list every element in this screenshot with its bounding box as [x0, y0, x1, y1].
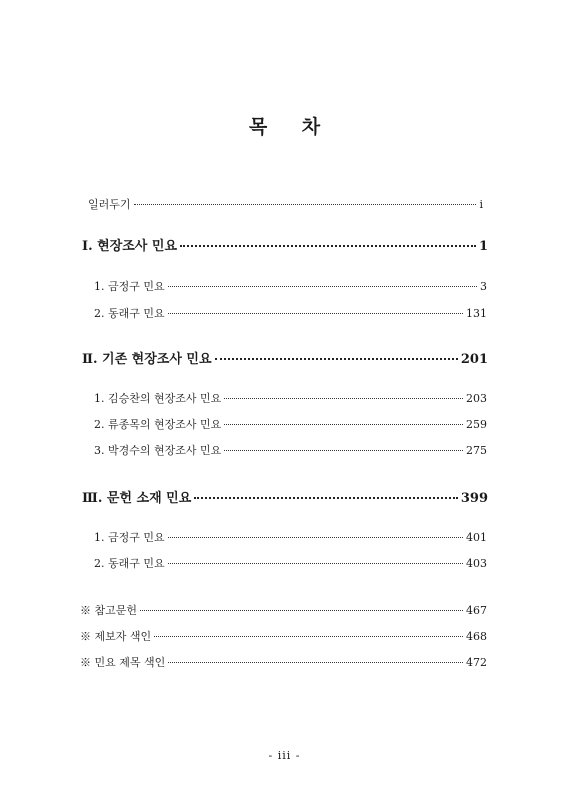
toc-section-label: 2. 동래구 민요 [94, 557, 165, 570]
toc-entry-intro[interactable] [88, 196, 483, 212]
dot-leader [215, 358, 458, 360]
toc-section-label: 1. 금정구 민요 [94, 531, 165, 544]
toc-appendix-page: 467 [466, 604, 487, 617]
toc-appendix-informant-index[interactable] [80, 628, 487, 644]
toc-section-label: 3. 박경수의 현장조사 민요 [94, 444, 222, 457]
page-title: 목 차 [248, 116, 335, 138]
dot-leader [180, 245, 476, 247]
dot-leader [224, 450, 463, 451]
toc-section-3-2[interactable] [94, 555, 487, 571]
toc-section-1-2[interactable] [94, 305, 487, 321]
toc-section-page: 259 [466, 418, 487, 431]
dot-leader [168, 537, 463, 538]
toc-appendix-page: 468 [466, 630, 487, 643]
toc-appendix-label: ※ 민요 제목 색인 [80, 656, 166, 669]
dot-leader [154, 636, 463, 637]
dot-leader [168, 313, 463, 314]
toc-appendix-label: ※ 제보자 색인 [80, 630, 152, 643]
toc-chapter-1[interactable] [82, 235, 488, 254]
dot-leader [168, 662, 463, 663]
toc-section-1-1[interactable] [94, 278, 487, 294]
toc-chapter-2[interactable] [82, 348, 488, 367]
toc-appendix-title-index[interactable] [80, 654, 487, 670]
dot-leader [224, 424, 463, 425]
toc-section-2-2[interactable] [94, 416, 487, 432]
dot-leader [194, 497, 458, 499]
toc-chapter-label: Ⅰ. 현장조사 민요 [82, 239, 178, 254]
toc-section-page: 203 [466, 392, 487, 405]
toc-section-2-1[interactable] [94, 390, 487, 406]
toc-section-3-1[interactable] [94, 529, 487, 545]
toc-appendix-page: 472 [466, 656, 487, 669]
toc-appendix-label: ※ 참고문헌 [80, 604, 138, 617]
dot-leader [224, 398, 463, 399]
toc-section-label: 1. 김승찬의 현장조사 민요 [94, 392, 222, 405]
toc-chapter-3[interactable] [82, 487, 488, 506]
toc-section-2-3[interactable] [94, 442, 487, 458]
dot-leader [140, 610, 463, 611]
toc-chapter-page: 399 [460, 491, 488, 506]
toc-section-label: 2. 동래구 민요 [94, 307, 165, 320]
toc-section-page: 403 [466, 557, 487, 570]
toc-chapter-page: 1 [478, 239, 488, 254]
toc-section-page: 275 [466, 444, 487, 457]
dot-leader [134, 204, 477, 205]
toc-section-label: 1. 금정구 민요 [94, 280, 165, 293]
dot-leader [168, 286, 477, 287]
toc-chapter-label: Ⅲ. 문헌 소재 민요 [82, 491, 192, 506]
toc-chapter-label: Ⅱ. 기존 현장조사 민요 [82, 352, 212, 367]
toc-section-page: 131 [466, 307, 487, 320]
toc-appendix-references[interactable] [80, 602, 487, 618]
page-number: - iii - [268, 749, 301, 762]
toc-section-page: 3 [480, 280, 487, 293]
toc-section-page: 401 [466, 531, 487, 544]
toc-section-label: 2. 류종목의 현장조사 민요 [94, 418, 222, 431]
toc-entry-label: 일러두기 [88, 198, 131, 211]
toc-chapter-page: 201 [460, 352, 488, 367]
toc-entry-page: i [479, 198, 483, 211]
dot-leader [168, 563, 463, 564]
